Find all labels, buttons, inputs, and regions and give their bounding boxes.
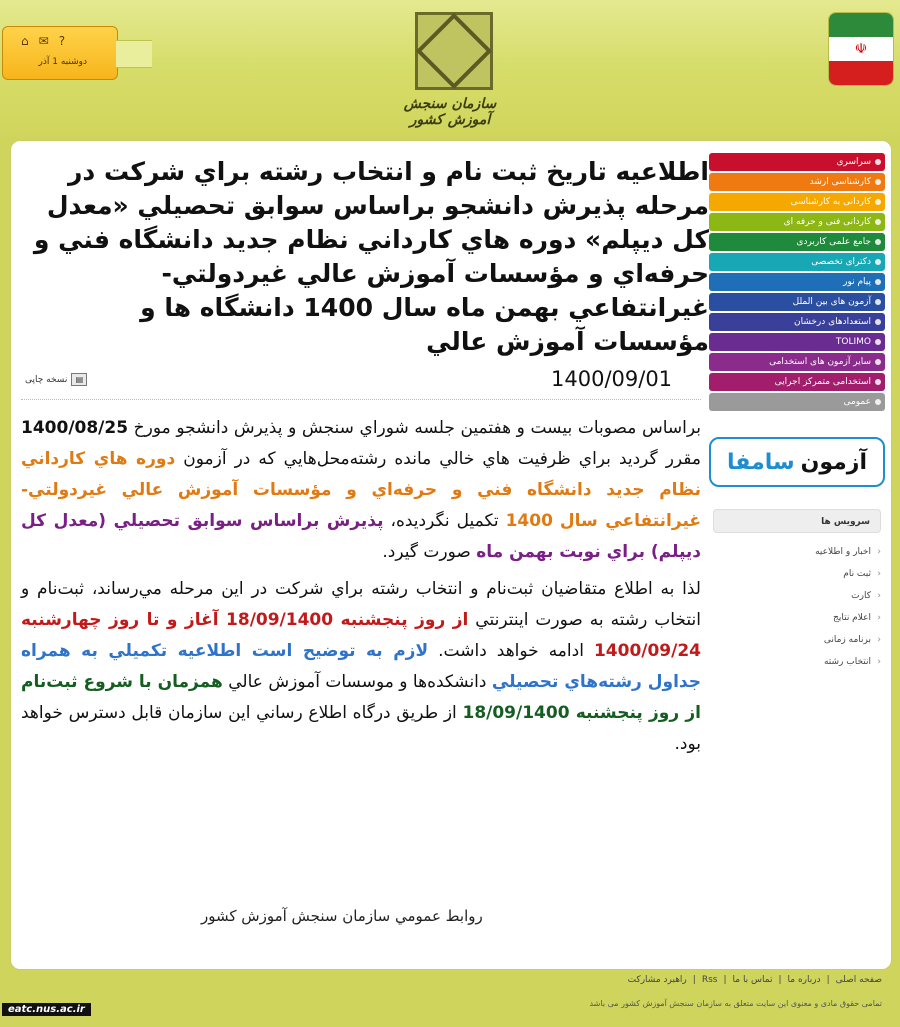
- menu-item[interactable]: جامع علمی کاربردی: [709, 233, 885, 251]
- menu-item[interactable]: TOLIMO: [709, 333, 885, 351]
- menu-item[interactable]: استعدادهای درخشان: [709, 313, 885, 331]
- logo-text: سازمان سنجش آموزش کشور: [403, 96, 497, 128]
- menu-item[interactable]: عمومی: [709, 393, 885, 411]
- current-date: دوشنبه 1 آذر: [38, 57, 87, 67]
- services-title: سرویس ها: [713, 509, 881, 533]
- footer-link[interactable]: درباره ما: [787, 975, 821, 985]
- date-box: [2, 26, 118, 80]
- mail-icon[interactable]: ✉: [38, 34, 49, 48]
- service-link[interactable]: ‹ ثبت نام: [713, 563, 881, 585]
- footer-copyright: تمامی حقوق مادی و معنوی این سایت متعلق به سازمان سنجش آموزش کشور می باشد: [589, 999, 882, 1008]
- sanjesh-banner[interactable]: آزمون سامفا: [709, 437, 885, 487]
- watermark: eatc.nus.ac.ir: [2, 1003, 91, 1016]
- menu-item[interactable]: کاردانی فنی و حرفه ای: [709, 213, 885, 231]
- main-panel: [10, 140, 892, 970]
- footer-separator: |: [778, 975, 782, 985]
- article-body: [21, 413, 701, 766]
- menu-item[interactable]: آزمون های بین الملل: [709, 293, 885, 311]
- paragraph-2: لذا به اطلاع متقاضيان ثبت‌نام و انتخاب رشته براي شركت در اين مرحله مي‌رساند، ثبت‌نام و انتخاب رشته به صورت اينترنتي از روز پنجشنبه 18/09/1400 آغاز و تا روز چهارشنبه 1400/09/24 ادامه خواهد داشت. لازم به توضيح است اطلاعيه تكميلي به همراه جداول رشته‌هاي تحصيلي دانشكده‌ها و موسسات آموزش عالي همزمان با شروع ثبت‌نام از روز پنجشنبه 18/09/1400 از طريق درگاه اطلاع رساني اين سازمان قابل دسترس خواهد بود.: [21, 579, 702, 754]
- service-link[interactable]: ‹ اعلام نتایج: [713, 607, 881, 629]
- footer-separator: |: [826, 975, 830, 985]
- divider: [21, 399, 701, 400]
- menu-item[interactable]: کاردانی به کارشناسی: [709, 193, 885, 211]
- services-list: [713, 541, 881, 673]
- footer-link[interactable]: Rss: [701, 975, 718, 985]
- menu-item[interactable]: کارشناسی ارشد: [709, 173, 885, 191]
- service-link[interactable]: ‹ برنامه زمانی: [713, 629, 881, 651]
- home-icon[interactable]: ⌂: [21, 34, 29, 48]
- service-link[interactable]: ‹ کارت: [713, 585, 881, 607]
- footer-links: [628, 975, 882, 985]
- menu-item[interactable]: سراسری: [709, 153, 885, 171]
- footer-link[interactable]: تماس با ما: [732, 975, 773, 985]
- menu-item[interactable]: استخدامی متمرکز اجرایی: [709, 373, 885, 391]
- iran-flag-icon: ☫: [828, 12, 894, 86]
- signature: روابط عمومي سازمان سنجش آموزش كشور: [201, 907, 483, 925]
- print-label: نسخه چاپی: [25, 374, 68, 385]
- article: [19, 141, 709, 359]
- sidebar-menu: [709, 153, 885, 413]
- service-link[interactable]: ‹ انتخاب رشته: [713, 651, 881, 673]
- paragraph-1: براساس مصوبات بيست و هفتمين جلسه شوراي سنجش و پذيرش دانشجو مورخ 1400/08/25 مقرر گرديد براي ظرفيت هاي خالي مانده رشته‌محل‌هايي كه در آزمون دوره هاي كارداني نظام جديد دانشگاه فني و حرفه‌اي و مؤسسات آموزش عالي غيردولتي- غيرانتفاعي سال 1400 تكميل نگرديده، پذيرش براساس سوابق تحصيلي (معدل كل ديپلم) براي نوبت بهمن ماه صورت گيرد.: [21, 418, 702, 562]
- footer-link[interactable]: صفحه اصلی: [835, 975, 882, 985]
- footer-separator: |: [723, 975, 727, 985]
- article-date: 1400/09/01: [551, 367, 673, 391]
- sanjesh-logo[interactable]: [415, 12, 493, 90]
- help-icon[interactable]: ?: [58, 34, 66, 48]
- menu-item[interactable]: دکترای تخصصی: [709, 253, 885, 271]
- menu-item[interactable]: پیام نور: [709, 273, 885, 291]
- footer-separator: |: [692, 975, 696, 985]
- print-link[interactable]: [25, 373, 87, 386]
- article-title: اطلاعيه تاريخ ثبت نام و انتخاب رشته براي شركت در مرحله پذيرش دانشجو براساس سوابق تحصيلي «معدل كل ديپلم» دوره هاي كارداني نظام جديد دانشگاه فني و حرفه‌اي و مؤسسات آموزش عالي غيردولتي- غيرانتفاعي بهمن ماه سال 1400 دانشگاه ها و مؤسسات آموزش عالي: [33, 157, 709, 356]
- footer-link[interactable]: راهبرد مشارکت: [627, 975, 687, 985]
- printer-icon: ▤: [71, 373, 87, 386]
- service-link[interactable]: ‹ اخبار و اطلاعیه: [713, 541, 881, 563]
- menu-item[interactable]: سایر آزمون های استخدامی: [709, 353, 885, 371]
- header-tab: [116, 40, 152, 68]
